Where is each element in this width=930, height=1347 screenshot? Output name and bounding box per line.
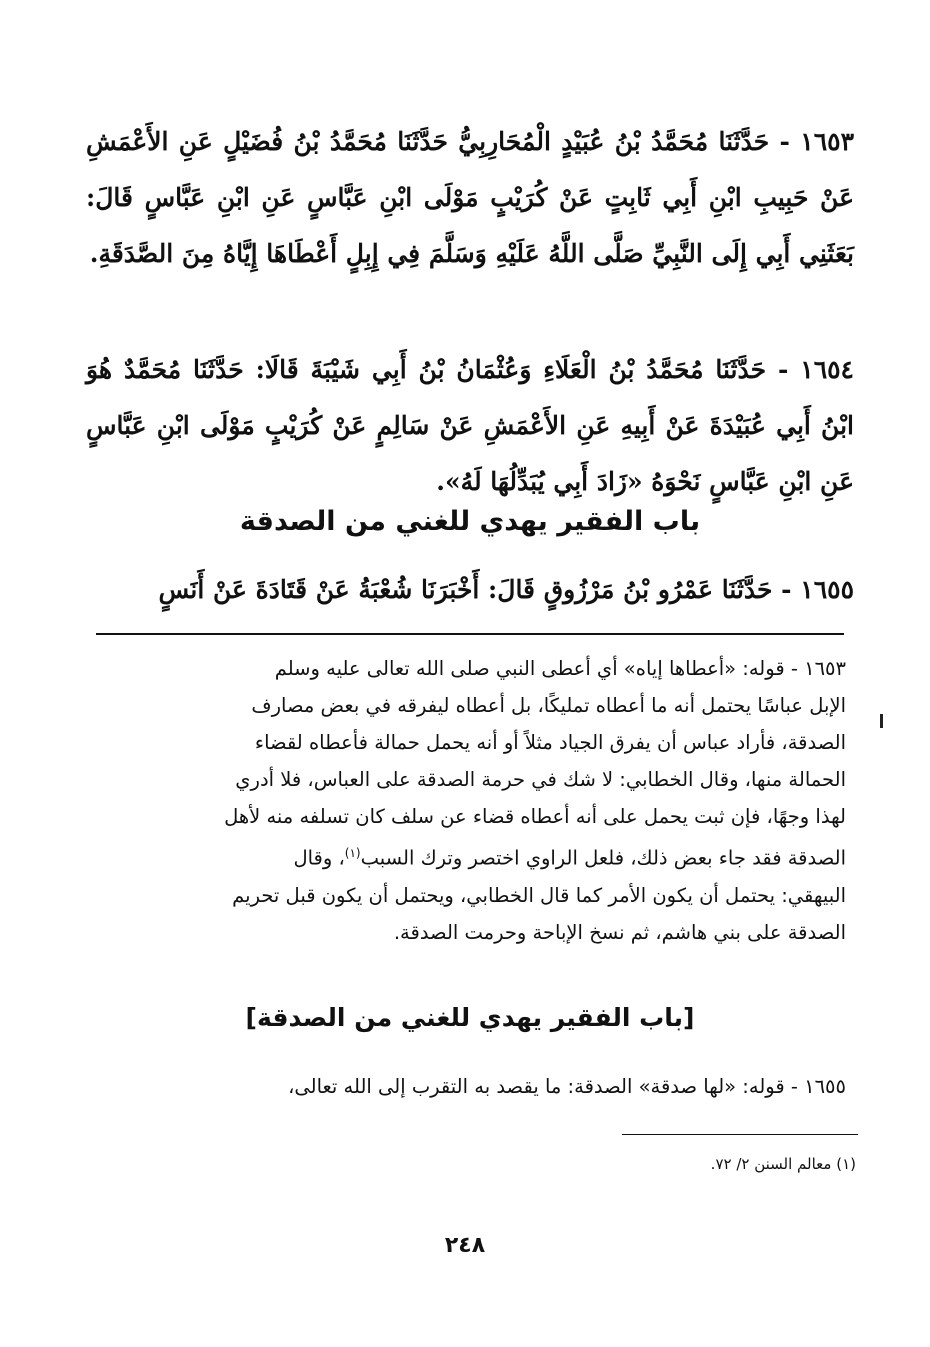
page-number: ٢٤٨ — [444, 1233, 486, 1258]
commentary-line: الصدقة على بني هاشم، ثم نسخ الإباحة وحرمت الصدقة. — [393, 920, 846, 944]
commentary-line: لهذا وجهًا، فإن ثبت يحمل على أنه أعطاه قضاء عن سلف كان تسلفه منه لأهل — [224, 805, 846, 828]
hadith-1655 — [86, 562, 854, 618]
footnote-reference[interactable]: (١) — [344, 846, 361, 860]
commentary-line — [98, 835, 846, 877]
hadith-number: ١٦٥٣ — [800, 127, 854, 156]
hadith-number: ١٦٥٥ — [800, 575, 854, 604]
commentary-line-text: الصدقة فقد جاء بعض ذلك، فلعل الراوي اختصر وترك السبب — [360, 846, 846, 870]
commentary-line: الصدقة، فأراد عباس أن يفرق الجياد مثلاً أو أنه يحمل حمالة فأعطاه لقضاء — [254, 731, 846, 754]
chapter-title: باب الفقير يهدي للغني من الصدقة — [239, 506, 701, 537]
commentary-line: ١٦٥٣ - قوله: «أعطاها إياه» أي أعطى النبي صلى الله تعالى عليه وسلم — [274, 657, 846, 680]
commentary-1653 — [98, 650, 846, 951]
commentary-1655: ١٦٥٥ - قوله: «لها صدقة» الصدقة: ما يقصد به التقرب إلى الله تعالى، — [288, 1075, 846, 1098]
hadith-number: ١٦٥٤ — [800, 355, 854, 384]
commentary-chapter-title: [باب الفقير يهدي للغني من الصدقة] — [245, 1003, 695, 1032]
hadith-text: - حَدَّثَنَا مُحَمَّدُ بْنُ عُبَيْدٍ الْمُحَارِبِيُّ حَدَّثَنَا مُحَمَّدُ بْنُ فُضَيْلٍ عَنِ الأَعْمَشِ عَنْ حَبِيبِ ابْنِ أَبِي ثَابِتٍ عَنْ كُرَيْبٍ مَوْلَى ابْنِ عَبَّاسٍ عَنِ ابْنِ عَبَّاسٍ قَالَ: بَعَثَنِي أَبِي إِلَى النَّبِيِّ صَلَّى اللَّهُ عَلَيْهِ وَسَلَّمَ فِي إِبِلٍ أَعْطَاهَا إِيَّاهُ مِنَ الصَّدَقَةِ. — [86, 127, 854, 268]
margin-mark — [880, 714, 883, 728]
hadith-1653 — [86, 114, 854, 282]
footnote-divider — [622, 1134, 858, 1135]
commentary-line: البيهقي: يحتمل أن يكون الأمر كما قال الخطابي، ويحتمل أن يكون قبل تحريم — [232, 883, 846, 907]
hadith-text: - حَدَّثَنَا مُحَمَّدُ بْنُ الْعَلَاءِ وَعُثْمَانُ بْنُ أَبِي شَيْبَةَ قَالَا: حَدَّثَنَا مُحَمَّدٌ هُوَ ابْنُ أَبِي عُبَيْدَةَ عَنْ أَبِيهِ عَنِ الأَعْمَشِ عَنْ سَالِمٍ عَنْ كُرَيْبٍ مَوْلَى ابْنِ عَبَّاسٍ عَنِ ابْنِ عَبَّاسٍ نَحْوَهُ «زَادَ أَبِي يُبَدِّلُهَا لَهُ». — [86, 355, 854, 496]
commentary-line: الحمالة منها، وقال الخطابي: لا شك في حرمة الصدقة على العباس، فلا أدري — [235, 768, 846, 791]
hadith-1654 — [86, 342, 854, 510]
footnote: (١) معالم السنن ٢/ ٧٢. — [710, 1155, 856, 1173]
text-divider — [96, 633, 844, 635]
hadith-text: - حَدَّثَنَا عَمْرُو بْنُ مَرْزُوقٍ قَالَ: أَخْبَرَنَا شُعْبَةُ عَنْ قَتَادَةَ عَنْ أَنَسٍ — [158, 575, 792, 604]
commentary-line: الإبل عباسًا يحتمل أنه ما أعطاه تمليكًا، بل أعطاه ليفرقه في بعض مصارف — [251, 694, 846, 717]
commentary-line-text: ، وقال — [293, 846, 345, 870]
